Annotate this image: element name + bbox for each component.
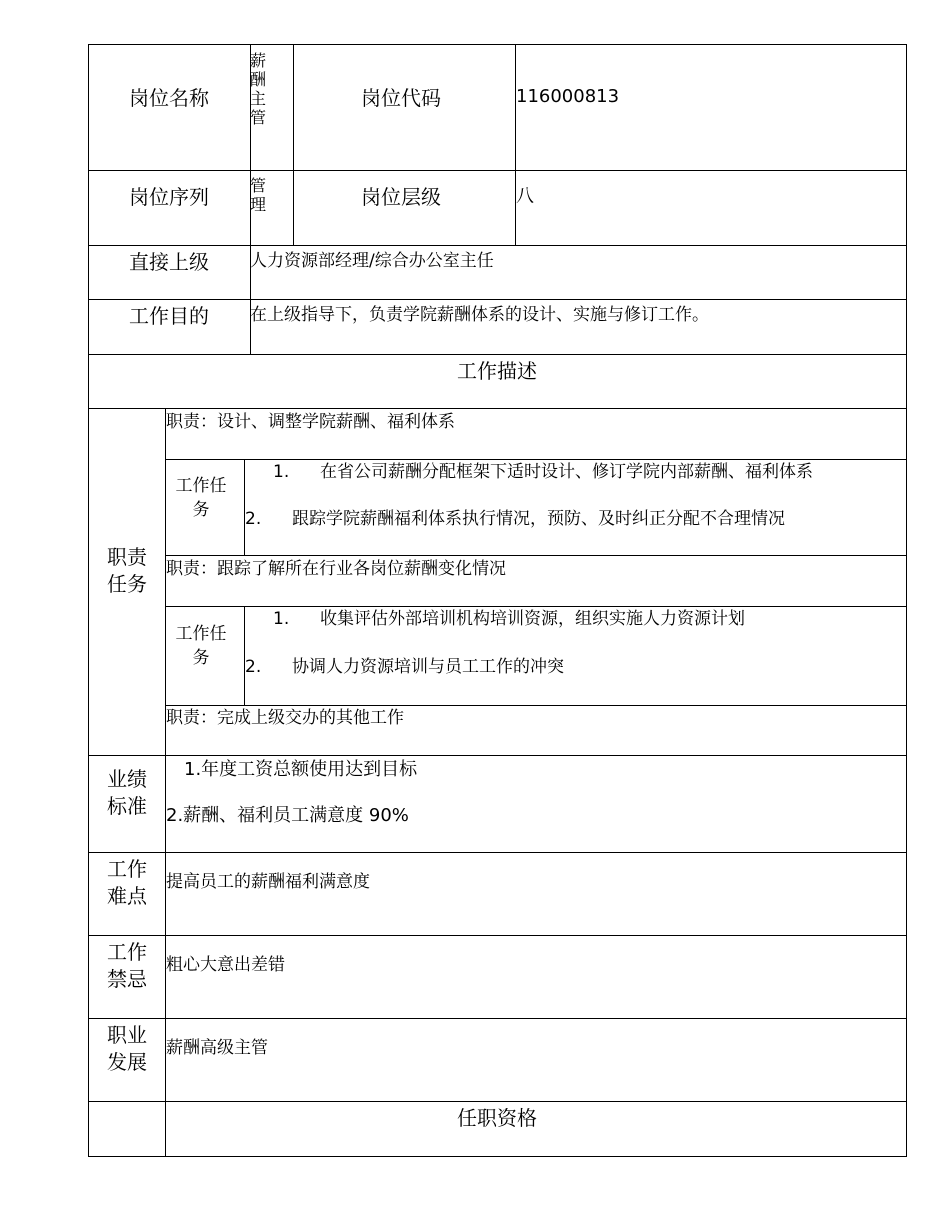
position-code-label: 岗位代码 [361,86,441,110]
duty-1: 职责：设计、调整学院薪酬、福利体系 [166,412,455,432]
duty-task-label [106,544,148,598]
task-2-1-num: 1. [273,609,290,629]
position-name-text: 薪酬主管 [250,51,267,127]
performance-item-2: 2.薪酬、福利员工满意度 90% [166,805,409,826]
task-2-1-text: 收集评估外部培训机构培训资源，组织实施人力资源计划 [320,609,745,629]
position-series-text: 管理 [250,176,267,214]
description-title: 工作描述 [457,359,537,383]
position-series-label: 岗位序列 [129,185,209,209]
task-1-1-text: 在省公司薪酬分配框架下适时设计、修订学院内部薪酬、福利体系 [320,462,813,482]
difficulty-label [106,856,148,910]
position-level-label: 岗位层级 [361,185,441,209]
superior-value: 人力资源部经理/综合办公室主任 [250,251,494,271]
duty-3: 职责：完成上级交办的其他工作 [166,708,404,728]
taboo-value: 粗心大意出差错 [166,955,285,975]
task-label-2-text: 工作任务 [175,624,227,668]
superior-label: 直接上级 [129,250,209,274]
difficulty-label-text: 工作难点 [107,857,147,908]
task-label-1-text: 工作任务 [175,476,227,520]
purpose-value: 在上级指导下，负责学院薪酬体系的设计、实施与修订工作。 [250,305,709,325]
position-series-value [250,176,270,214]
task-2-2-num: 2. [245,657,262,677]
qualification-title: 任职资格 [457,1106,537,1130]
task-1-1-num: 1. [273,462,290,482]
task-label-1 [171,474,231,522]
performance-label [106,766,148,820]
career-label [106,1022,148,1076]
position-level-value: 八 [516,186,534,207]
purpose-label: 工作目的 [129,304,209,328]
position-code-value: 116000813 [516,86,620,107]
position-name-value [250,51,270,127]
career-label-text: 职业发展 [107,1023,147,1074]
career-value: 薪酬高级主管 [166,1038,268,1058]
taboo-label-text: 工作禁忌 [107,940,147,991]
difficulty-value: 提高员工的薪酬福利满意度 [166,872,370,892]
position-name-label: 岗位名称 [129,86,209,110]
task-1-2-text: 跟踪学院薪酬福利体系执行情况，预防、及时纠正分配不合理情况 [292,509,785,529]
duty-task-label-text: 职责任务 [107,545,147,596]
performance-item-1: 1.年度工资总额使用达到目标 [184,759,418,780]
taboo-label [106,939,148,993]
duty-2: 职责：跟踪了解所在行业各岗位薪酬变化情况 [166,559,506,579]
performance-label-text: 业绩标准 [107,767,147,818]
task-label-2 [171,622,231,670]
task-2-2-text: 协调人力资源培训与员工工作的冲突 [292,657,564,677]
task-1-2-num: 2. [245,509,262,529]
